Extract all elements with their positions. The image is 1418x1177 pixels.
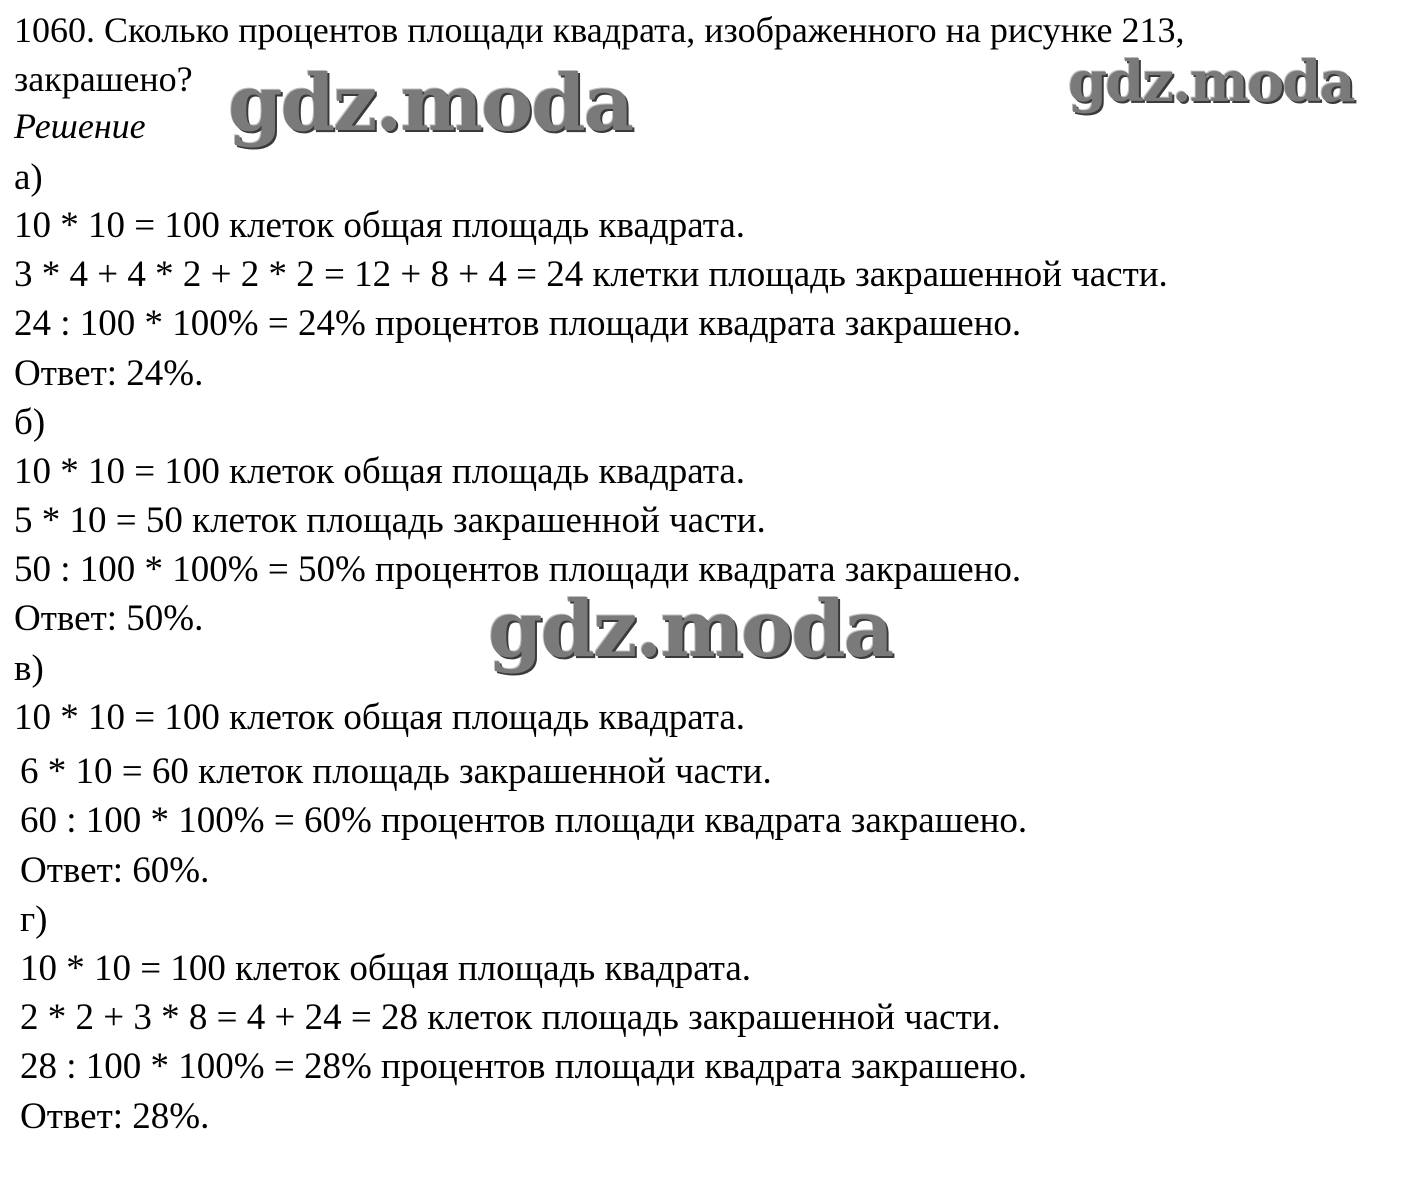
part-v-line-1: 10 * 10 = 100 клеток общая площадь квадрата.	[14, 697, 745, 738]
part-a-label: а)	[14, 157, 43, 198]
part-a-line-2: 3 * 4 + 4 * 2 + 2 * 2 = 12 + 8 + 4 = 24 клетки площадь закрашенной части.	[14, 254, 1168, 295]
part-g-answer: Ответ: 28%.	[20, 1096, 210, 1137]
watermark-logo: gdz.moda	[228, 58, 633, 149]
part-g-line-3: 28 : 100 * 100% = 28% процентов площади квадрата закрашено.	[20, 1046, 1028, 1087]
question-line-2: закрашено?	[14, 59, 193, 99]
part-a-line-1: 10 * 10 = 100 клеток общая площадь квадрата.	[14, 205, 745, 246]
part-b-line-1: 10 * 10 = 100 клеток общая площадь квадрата.	[14, 451, 745, 492]
solution-heading: Решение	[14, 106, 146, 146]
part-v-line-3: 60 : 100 * 100% = 60% процентов площади квадрата закрашено.	[20, 800, 1028, 841]
part-a-line-3: 24 : 100 * 100% = 24% процентов площади квадрата закрашено.	[14, 303, 1022, 344]
part-b-label: б)	[14, 402, 46, 443]
part-b-line-3: 50 : 100 * 100% = 50% процентов площади квадрата закрашено.	[14, 549, 1022, 590]
part-a-answer: Ответ: 24%.	[14, 353, 204, 394]
watermark-logo: gdz.moda	[488, 584, 893, 675]
part-v-label: в)	[14, 648, 44, 689]
part-b-answer: Ответ: 50%.	[14, 598, 204, 639]
question-line-1: 1060. Сколько процентов площади квадрата, изображенного на рисунке 213,	[14, 10, 1185, 50]
part-g-line-1: 10 * 10 = 100 клеток общая площадь квадрата.	[20, 948, 751, 989]
part-v-line-2: 6 * 10 = 60 клеток площадь закрашенной части.	[20, 751, 772, 792]
part-v-answer: Ответ: 60%.	[20, 850, 210, 891]
part-g-label: г)	[20, 899, 48, 940]
watermark-logo: gdz.moda	[1068, 49, 1354, 115]
part-g-line-2: 2 * 2 + 3 * 8 = 4 + 24 = 28 клеток площадь закрашенной части.	[20, 997, 1001, 1038]
part-b-line-2: 5 * 10 = 50 клеток площадь закрашенной части.	[14, 500, 766, 541]
